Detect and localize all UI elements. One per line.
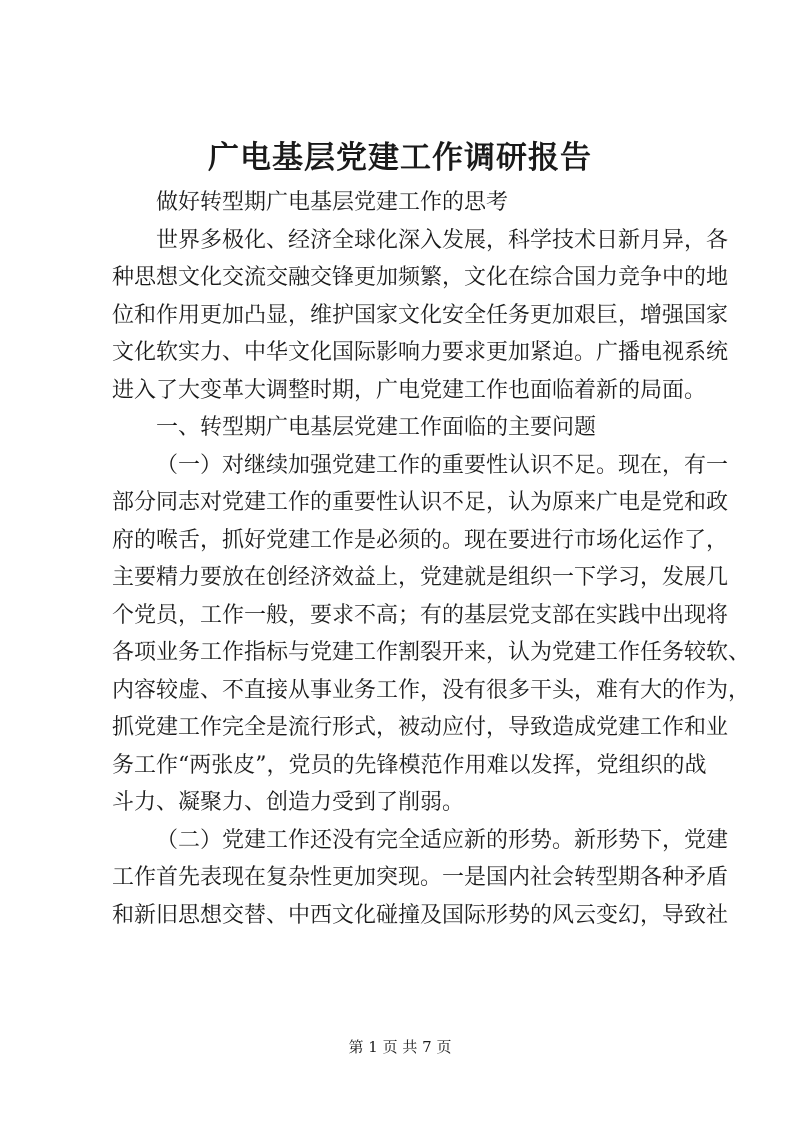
text-line: 世界多极化、经济全球化深入发展，科学技术日新月异，各 (156, 227, 729, 253)
paragraph (112, 222, 729, 410)
text-line: 位和作用更加凸显，维护国家文化安全任务更加艰巨，增强国家 (112, 302, 729, 328)
document-body (112, 184, 751, 934)
text-line: 工作首先表现在复杂性更加突现。一是国内社会转型期各种矛盾 (112, 865, 729, 890)
text-line: （一）对继续加强党建工作的重要性认识不足。现在，有一 (156, 452, 729, 478)
paragraph (112, 822, 729, 935)
text-line: （二）党建工作还没有完全适应新的形势。新形势下，党建 (156, 827, 729, 853)
text-line: 部分同志对党建工作的重要性认识不足，认为原来广电是党和政 (112, 490, 729, 515)
text-line: 个党员，工作一般，要求不高；有的基层党支部在实践中出现将 (112, 602, 729, 628)
text-line: 种思想文化交流交融交锋更加频繁，文化在综合国力竞争中的地 (112, 265, 729, 290)
text-line: 各项业务工作指标与党建工作割裂开来，认为党建工作任务较软、 (112, 640, 751, 665)
text-line: 文化软实力、中华文化国际影响力要求更加紧迫。广播电视系统 (112, 340, 729, 365)
text-line: 务工作“两张皮”，党员的先锋模范作用难以发挥，党组织的战 (112, 752, 707, 778)
document-subtitle: 做好转型期广电基层党建工作的思考 (156, 190, 509, 215)
text-line: 一、转型期广电基层党建工作面临的主要问题 (156, 415, 597, 440)
text-line: 府的喉舌，抓好党建工作是必须的。现在要进行市场化运作了， (112, 527, 729, 553)
text-line: 进入了大变革大调整时期，广电党建工作也面临着新的局面。 (112, 377, 707, 403)
document-title: 广电基层党建工作调研报告 (208, 140, 592, 176)
paragraph (112, 447, 751, 822)
text-line: 和新旧思想交替、中西文化碰撞及国际形势的风云变幻，导致社 (112, 902, 729, 928)
text-line: 斗力、凝聚力、创造力受到了削弱。 (112, 790, 465, 815)
text-line: 主要精力要放在创经济效益上，党建就是组织一下学习，发展几 (112, 565, 729, 590)
page-number: 第 1 页 共 7 页 (348, 1038, 452, 1056)
text-line: 内容较虚、不直接从事业务工作，没有很多干头，难有大的作为， (112, 677, 751, 703)
text-line: 抓党建工作完全是流行形式，被动应付，导致造成党建工作和业 (112, 715, 729, 740)
section-heading (112, 409, 714, 447)
